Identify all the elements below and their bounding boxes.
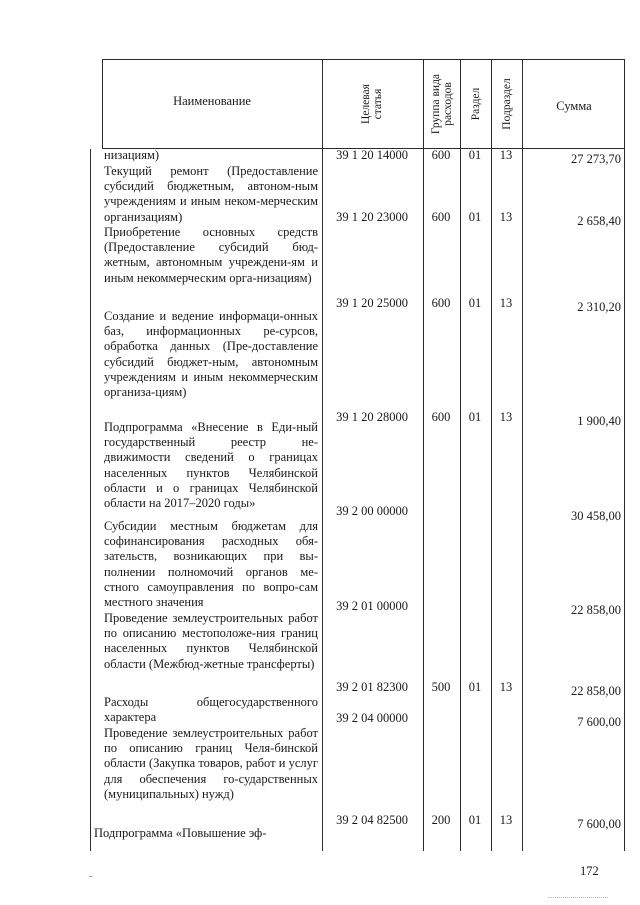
row-name: Подпрограмма «Внесение в Еди-ный государственный реестр не-движимости сведений о границах населенных пунктов Челябинской области и о границах Челябинской области на 2017–2020 годы» — [104, 420, 318, 511]
row-subsection: 13 — [499, 210, 513, 224]
row-expense-group: 600 — [431, 148, 451, 162]
row-sum: 2 658,40 — [577, 214, 621, 228]
column-divider — [491, 59, 492, 851]
row-sum: 22 858,00 — [571, 603, 621, 617]
row-expense-group: 600 — [431, 210, 451, 224]
row-name: низациям) — [104, 148, 160, 162]
row-section: 01 — [468, 410, 482, 424]
row-section: 01 — [468, 296, 482, 310]
row-subsection: 13 — [499, 148, 513, 162]
row-name: Проведение землеустроительных работ по описанию местоположе-ния границ населенных пунктов Челябинской области (Межбюд-жетные трансферты) — [104, 611, 318, 671]
scan-edge-mark — [548, 897, 608, 899]
row-section: 01 — [468, 813, 482, 827]
table-top-border — [102, 59, 625, 60]
row-section: 01 — [468, 148, 482, 162]
row-sum: 30 458,00 — [571, 509, 621, 523]
row-expense-group: 200 — [431, 813, 451, 827]
column-divider — [522, 59, 523, 851]
row-sum: 7 600,00 — [577, 817, 621, 831]
row-subsection: 13 — [499, 680, 513, 694]
row-name: Субсидии местным бюджетам для софинансирования расходных обя-зательств, возникающих при вы-полнении полномочий органов ме-стного самоуправления по вопро-сам местного значения — [104, 519, 318, 610]
row-name: Расходы общегосударственного характера — [104, 695, 318, 725]
row-sum: 7 600,00 — [577, 715, 621, 729]
row-section: 01 — [468, 680, 482, 694]
row-section: 01 — [468, 210, 482, 224]
row-name: Создание и ведение информаци-онных баз, информационных ре-сурсов, обработка данных (Пре-доставление субсидий бюджет-ным, автономным учреждениям и иным некоммерческим организа-циям) — [104, 309, 318, 400]
scan-speck — [89, 876, 92, 877]
row-subsection: 13 — [499, 296, 513, 310]
column-divider — [322, 59, 323, 851]
table-left-border-lower — [90, 149, 91, 851]
row-target-article: 39 2 00 00000 — [336, 504, 408, 518]
row-target-article: 39 2 04 00000 — [336, 711, 408, 725]
row-expense-group: 600 — [431, 410, 451, 424]
row-target-article: 39 2 04 82500 — [336, 813, 408, 827]
row-expense-group: 600 — [431, 296, 451, 310]
table-right-border — [624, 59, 625, 851]
row-target-article: 39 1 20 23000 — [336, 210, 408, 224]
row-subsection: 13 — [499, 410, 513, 424]
row-expense-group: 500 — [431, 680, 451, 694]
header-subsection-text: Подраздел — [501, 78, 513, 130]
column-divider — [423, 59, 424, 851]
row-name: Текущий ремонт (Предоставление субсидий бюджетным, автоном-ным учреждениям и иным неком-мерческим организациям) — [104, 164, 318, 224]
row-sum: 2 310,20 — [577, 300, 621, 314]
column-divider — [460, 59, 461, 851]
row-sum: 1 900,40 — [577, 414, 621, 428]
row-sum: 22 858,00 — [571, 684, 621, 698]
row-target-article: 39 1 20 25000 — [336, 296, 408, 310]
row-name: Подпрограмма «Повышение эф- — [94, 826, 267, 840]
row-target-article: 39 2 01 82300 — [336, 680, 408, 694]
header-sum: Сумма — [556, 99, 592, 113]
row-sum: 27 273,70 — [571, 152, 621, 166]
header-section-text: Раздел — [470, 87, 482, 121]
row-name: Приобретение основных средств (Предоставление субсидий бюд-жетным, автономным учреждени-ям и иным некоммерческим орга-низациям) — [104, 225, 318, 285]
row-target-article: 39 1 20 14000 — [336, 148, 408, 162]
row-target-article: 39 1 20 28000 — [336, 410, 408, 424]
header-name: Наименование — [173, 94, 251, 108]
row-target-article: 39 2 01 00000 — [336, 599, 408, 613]
header-target-article-text: Целевая статья — [360, 84, 384, 124]
row-subsection: 13 — [499, 813, 513, 827]
page-number: 172 — [580, 864, 599, 878]
row-name: Проведение землеустроительных работ по описанию границ Челя-бинской области (Закупка товаров, работ и услуг для обеспечения го-сударственных (муниципальных) нужд) — [104, 726, 318, 801]
header-expense-group-text: Группа вида расходов — [430, 73, 454, 135]
